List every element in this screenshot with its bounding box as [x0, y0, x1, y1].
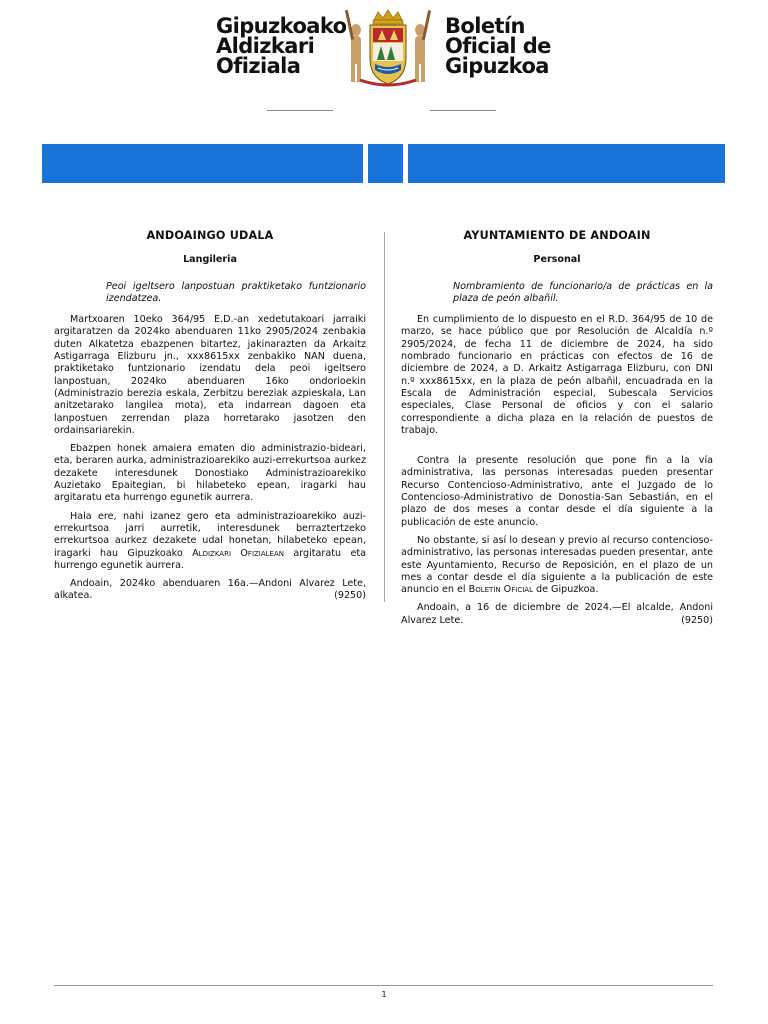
notice-summary: Nombramiento de funcionario/a de prácticas en la plaza de peón albañil. — [453, 280, 713, 304]
masthead-title-basque: Gipuzkoako Aldizkari Ofiziala — [216, 14, 347, 78]
column-divider — [384, 232, 385, 602]
masthead — [0, 8, 768, 96]
notice-paragraph: No obstante, si así lo desean y previo al recurso contencioso-administrativo, las personas interesadas pueden presentar, ante este Ayuntamiento, Recurso de Reposición, en el plazo de un mes a contar desde el día siguiente a la publicación de este anuncio en el Boletín Oficial de Gipuzkoa. — [401, 534, 713, 596]
footer-rule — [54, 985, 713, 986]
masthead-title-spanish: Boletín Oficial de Gipuzkoa — [445, 14, 551, 78]
masthead-rule-left — [267, 110, 333, 111]
gipuzkoa-coat-of-arms-icon — [340, 8, 436, 88]
notice-paragraph: Ebazpen honek amaiera ematen dio administrazio-bideari, eta, beraren aurka, administrazioarekiko auzi-errekurtsoa aurkez dezakete interesdunek Donostiako Administrazioarekiko Auzietako Epaitegian, bi hilabeteko epean, iragarki hau argitaratu eta hurrengo egunetik aurrera. — [54, 443, 366, 504]
notice-reference: (9250) — [681, 614, 713, 626]
notice-paragraph: En cumplimiento de lo dispuesto en el R.D. 364/95 de 10 de marzo, se hace público que por Resolución de Alcaldía n.º 2905/2024, de fecha 11 de diciembre de 2024, ha sido nombrado funcionario en prácticas con efectos de 16 de diciembre de 2024, a D. Arkaitz Astigarraga Elizburu, con DNI n.º xxx8615xx, en la plaza de peón albañil, encuadrada en la Escala de Administración especial, Subescala Servicios especiales, Clase Personal de oficios y con el salario correspondiente a dicha plaza en la relación de puestos de trabajo. — [401, 314, 713, 436]
page-number: 1 — [381, 990, 387, 999]
notice-title: ANDOAINGO UDALA — [146, 229, 274, 242]
notice-signature: Andoain, a 16 de diciembre de 2024.—El alcalde, Andoni Alvarez Lete. (9250) — [401, 602, 713, 626]
notice-paragraph: Hala ere, nahi izanez gero eta administrazioarekiko auzi-errekurtsoa jarri aurretik, interesdunek berraztertzeko errekurtsoa aurkez dezakete udal honetan, hilabeteko epean, iragarki hau Gipuzkoako Aldizkari Ofizialean argitaratu eta hurrengo egunetik aurrera. — [54, 510, 366, 571]
header-band-left — [42, 144, 363, 183]
notice-title: AYUNTAMIENTO DE ANDOAIN — [463, 229, 651, 242]
notice-section: Langileria — [183, 254, 237, 266]
notice-spanish — [401, 226, 713, 627]
notice-section: Personal — [533, 254, 581, 266]
notice-summary: Peoi igeltsero lanpostuan praktiketako funtzionario izendatzea. — [106, 280, 366, 304]
notice-paragraph: Contra la presente resolución que pone fin a la vía administrativa, las personas interesadas pueden presentar Recurso Contencioso-Administrativo, ante el Juzgado de lo Contencioso-Administrativo de Donostia-San Sebastián, en el plazo de dos meses a contar desde el día siguiente a la publicación de este anuncio. — [401, 455, 713, 528]
notice-reference: (9250) — [334, 590, 366, 602]
header-band-right — [408, 144, 725, 183]
header-band-center — [368, 144, 403, 183]
notice-signature: Andoain, 2024ko abenduaren 16a.—Andoni Alvarez Lete, alkatea. (9250) — [54, 578, 366, 602]
masthead-rule-right — [430, 110, 496, 111]
notice-paragraph: Martxoaren 10eko 364/95 E.D.-an xedetutakoari jarraiki argitaratzen da 2024ko abenduaren 11ko 2905/2024 zenbakia duten Alkatetza ebazpenen bitartez, jakinarazten da Arkaitz Astigarraga Elizburu jn., xxx8615xx zenbakiko NAN duena, praktiketako funtzionario izendatu dela peoi igeltsero lanpostuan, 2024ko abenduaren 16ko ondorioekin (Administrazio berezia eskala, Zerbitzu bereziak azpieskala, Lan anitzetarako langilea mota), eta indarrean dagoen eta lanpostuen zerrendan plaza horretarako jasotzen den ordainsariarekin. — [54, 314, 366, 436]
notice-basque — [54, 226, 366, 603]
